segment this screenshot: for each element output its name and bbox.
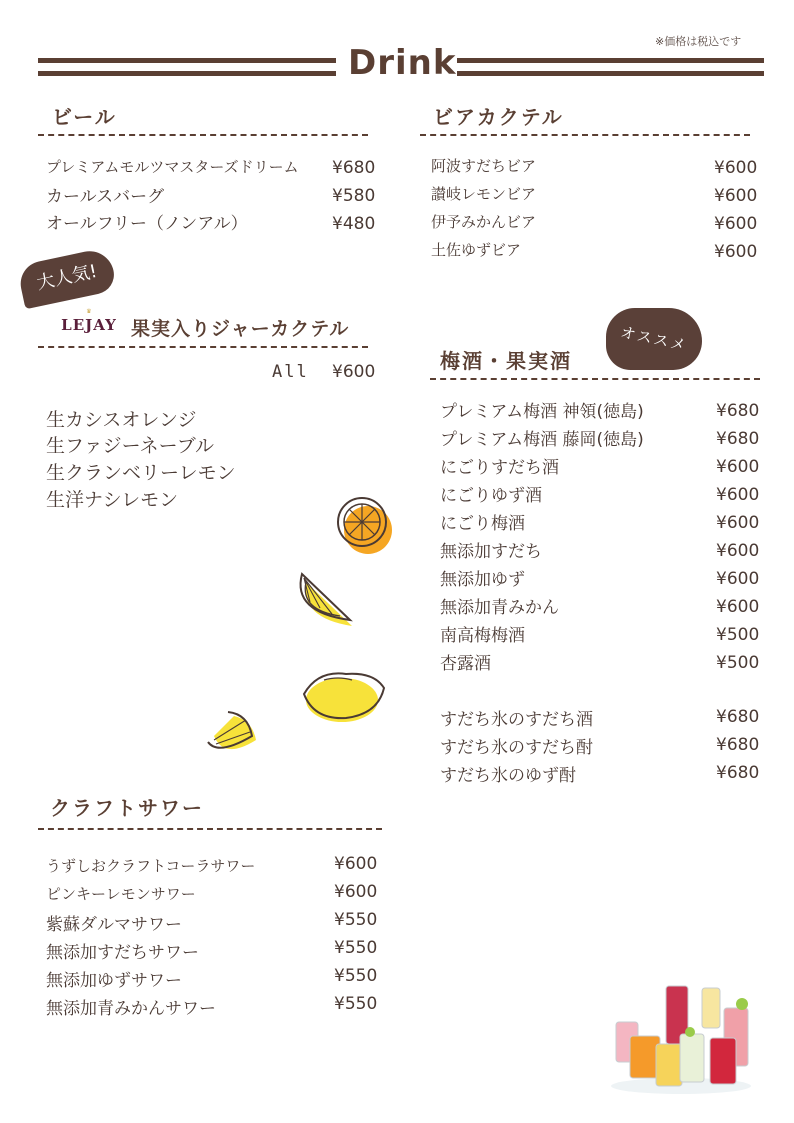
item-price: ¥600 [716,513,760,533]
item-price: ¥600 [716,485,760,505]
list-item: プレミアムモルツマスターズドリーム [46,158,299,176]
item-price: ¥600 [334,882,378,902]
list-item: ピンキーレモンサワー [46,885,196,903]
list-item: 生洋ナシレモン [46,489,179,511]
list-item: 生クランベリーレモン [46,462,236,484]
list-item: オールフリー（ノンアル） [46,214,248,234]
beer-heading: ビール [52,105,117,129]
item-price: ¥550 [334,938,378,958]
item-price: ¥600 [334,854,378,874]
umeshu-heading: 梅酒・果実酒 [440,349,572,373]
item-price: ¥680 [716,429,760,449]
orange-slice-icon [330,492,396,558]
item-price: ¥600 [716,597,760,617]
list-item: 讃岐レモンビア [431,185,537,203]
title-bar-right [457,58,764,76]
item-price: ¥500 [716,625,760,645]
list-item: 阿波すだちビア [431,157,537,175]
list-item: 生ファジーネーブル [46,435,214,457]
list-item: 無添加ゆずサワー [46,971,182,991]
item-price: ¥600 [714,186,758,206]
item-price: ¥680 [716,735,760,755]
list-item: 土佐ゆずビア [431,241,522,259]
list-item: 無添加すだちサワー [46,943,199,963]
list-item: 無添加青みかんサワー [46,999,216,1019]
list-item: カールスバーグ [46,187,165,207]
lemon-wedge-icon [292,568,364,634]
list-item: 南高梅梅酒 [440,626,525,646]
item-price: ¥680 [716,763,760,783]
item-price: ¥600 [714,214,758,234]
item-price: ¥680 [332,158,376,178]
list-item: すだち氷のゆず酎 [440,766,576,786]
lemon-icon [298,664,390,726]
item-price: ¥500 [716,653,760,673]
item-price: ¥550 [334,966,378,986]
recommend-badge: オススメ [606,308,702,370]
jar-heading: 果実入りジャーカクテル [131,318,350,340]
list-item: 紫蘇ダルマサワー [46,915,182,935]
lejay-emblem-icon: ♛ [86,308,92,315]
item-price: ¥600 [716,457,760,477]
umeshu-divider [430,378,760,380]
list-item: 杏露酒 [440,654,491,674]
beer-divider [38,134,368,136]
list-item: 無添加ゆず [440,570,525,590]
beer-cocktail-divider [420,134,750,136]
craft-heading: クラフトサワー [50,796,204,820]
beer-cocktail-heading: ビアカクテル [433,105,564,129]
list-item: うずしおクラフトコーラサワー [46,857,256,875]
list-item: プレミアム梅酒 神領(徳島) [440,402,644,422]
list-item: にごりゆず酒 [440,486,542,506]
lemon-slice-small-icon [204,706,262,762]
page-title: Drink [348,43,457,83]
list-item: プレミアム梅酒 藤岡(徳島) [440,430,644,450]
list-item: 無添加青みかん [440,598,559,618]
list-item: すだち氷のすだち酎 [440,738,593,758]
item-price: ¥680 [716,707,760,727]
item-price: ¥600 [716,541,760,561]
list-item: 生カシスオレンジ [46,409,197,431]
list-item: にごりすだち酒 [440,458,559,478]
title-bar-left [38,58,336,76]
item-price: ¥550 [334,910,378,930]
jar-divider [38,346,368,348]
tax-note: ※価格は税込です [655,35,742,48]
item-price: ¥600 [714,158,758,178]
item-price: ¥550 [334,994,378,1014]
item-price: ¥680 [716,401,760,421]
popular-badge: 大人気! [16,247,117,310]
item-price: ¥580 [332,186,376,206]
list-item: 伊予みかんビア [431,213,537,231]
list-item: すだち氷のすだち酒 [440,710,593,730]
drinks-illustration-icon [606,978,756,1096]
jar-all-label: All [272,362,309,382]
craft-divider [38,828,382,830]
lejay-logo: ♛ LEJAY [59,308,119,334]
list-item: にごり梅酒 [440,514,525,534]
jar-all-price: ¥600 [332,362,376,382]
item-price: ¥600 [714,242,758,262]
list-item: 無添加すだち [440,542,542,562]
item-price: ¥600 [716,569,760,589]
item-price: ¥480 [332,214,376,234]
